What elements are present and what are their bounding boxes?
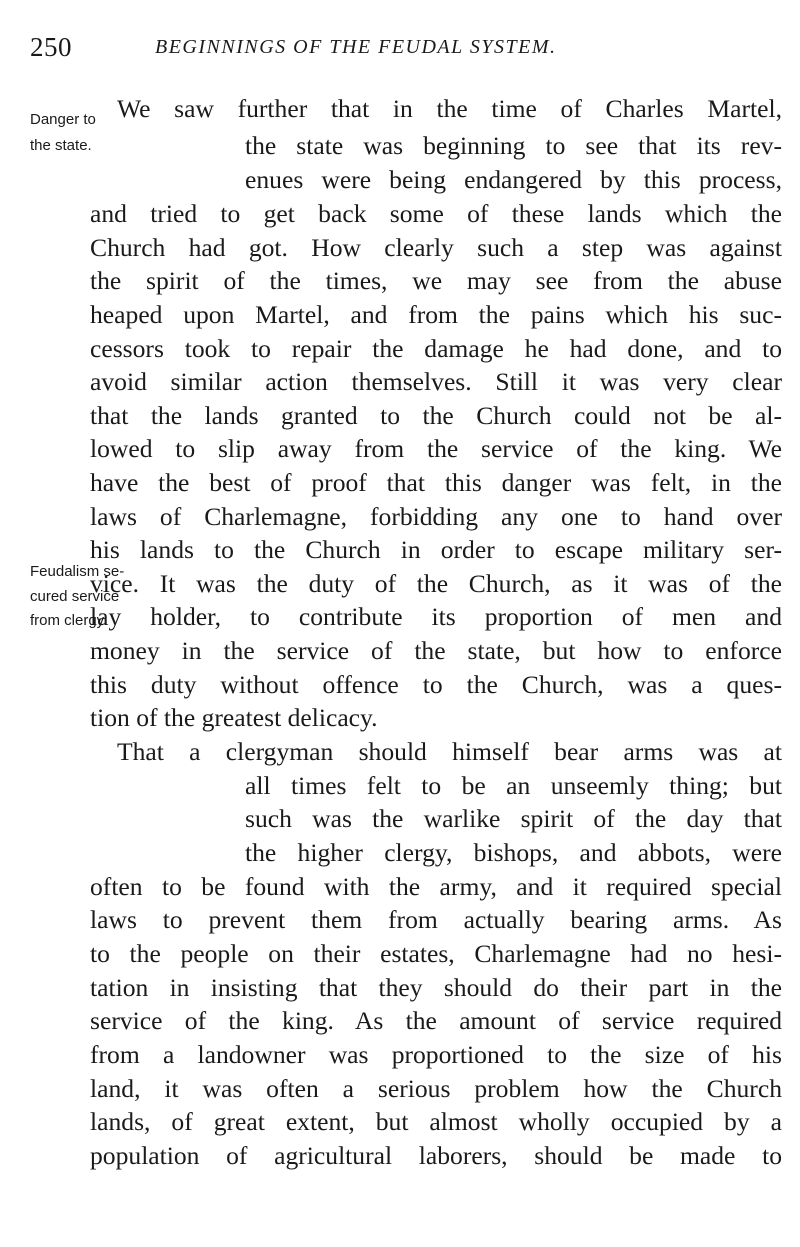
text-line: tation in insisting that they should do their part in the (90, 973, 782, 1002)
text-line: lands, of great extent, but almost wholly occupied by a (90, 1107, 782, 1136)
text-line: his lands to the Church in order to escape military ser- (90, 535, 782, 564)
text-line: laws to prevent them from actually bearing arms. As (90, 905, 782, 934)
text-line: land, it was often a serious problem how the Church (90, 1074, 782, 1103)
text-line: vice. It was the duty of the Church, as it was of the (90, 569, 782, 598)
text-line: from a landowner was proportioned to the size of his (90, 1040, 782, 1069)
text-line: this duty without offence to the Church, was a ques- (90, 670, 782, 699)
running-head: BEGINNINGS OF THE FEUDAL SYSTEM. (155, 36, 557, 58)
text-line: avoid similar action themselves. Still it was very clear (90, 367, 782, 396)
text-line: heaped upon Martel, and from the pains which his suc- (90, 300, 782, 329)
text-line: often to be found with the army, and it required special (90, 872, 782, 901)
text-line: lowed to slip away from the service of the king. We (90, 434, 782, 463)
margin-note-line: the state. (30, 137, 92, 154)
text-line: service of the king. As the amount of service required (90, 1006, 782, 1035)
page-number: 250 (30, 32, 72, 62)
margin-note-line: Danger to (30, 111, 96, 128)
text-line: and tried to get back some of these lands which the (90, 199, 782, 228)
text-line: the higher clergy, bishops, and abbots, were (245, 838, 782, 867)
text-line: such was the warlike spirit of the day that (245, 804, 782, 833)
text-line: That a clergyman should himself bear arms was at (117, 737, 782, 766)
text-line: enues were being endangered by this process, (245, 165, 782, 194)
text-line: have the best of proof that this danger was felt, in the (90, 468, 782, 497)
text-line: the spirit of the times, we may see from the abuse (90, 266, 782, 295)
text-line: laws of Charlemagne, forbidding any one to hand over (90, 502, 782, 531)
margin-note-line: Feudalism se- (30, 563, 125, 580)
text-line: Church had got. How clearly such a step was against (90, 233, 782, 262)
margin-note-line: cured service (30, 588, 120, 605)
text-line: lay holder, to contribute its proportion of men and (90, 602, 782, 631)
text-line: that the lands granted to the Church could not be al- (90, 401, 782, 430)
margin-note-line: from clergy. (30, 612, 108, 629)
text-line: We saw further that in the time of Charles Martel, (117, 94, 782, 123)
text-line: all times felt to be an unseemly thing; but (245, 771, 782, 800)
text-line: money in the service of the state, but how to enforce (90, 636, 782, 665)
text-line: population of agricultural laborers, should be made to (90, 1141, 782, 1170)
text-line: cessors took to repair the damage he had done, and to (90, 334, 782, 363)
text-line: to the people on their estates, Charlemagne had no hesi- (90, 939, 782, 968)
text-line: the state was beginning to see that its rev- (245, 131, 782, 160)
text-line: tion of the greatest delicacy. (90, 703, 378, 732)
